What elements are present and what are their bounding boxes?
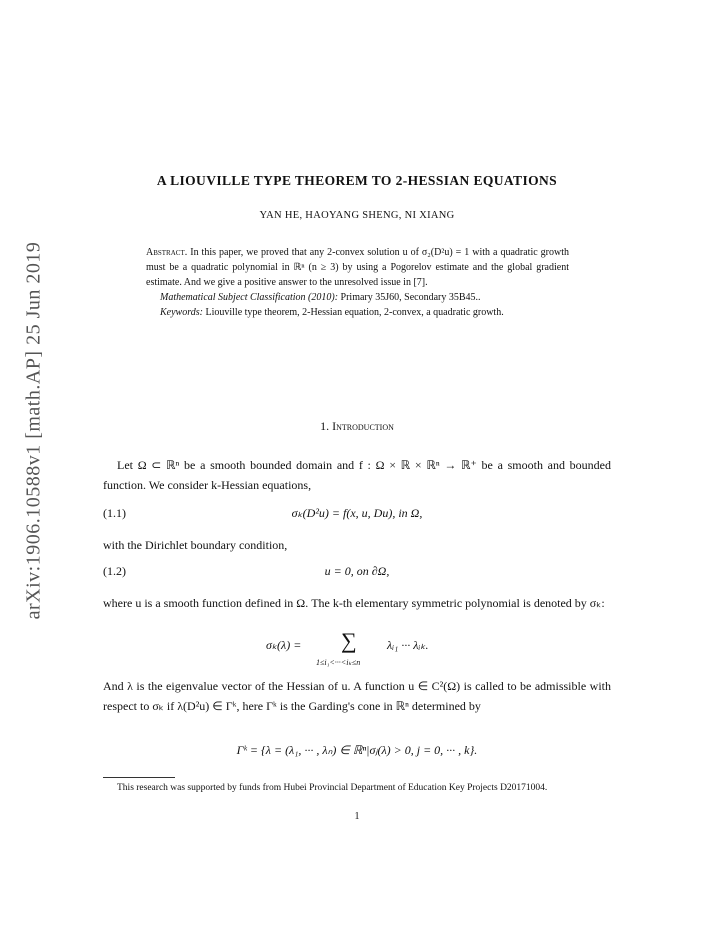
equation-1-2 [103, 564, 611, 584]
abstract-block [146, 245, 569, 320]
section-heading [103, 419, 611, 434]
summation-index: 1≤i₁<···<iₖ≤n [316, 658, 361, 667]
equation-body: Γᵏ = {λ = (λ₁, ··· , λₙ) ∈ ℝⁿ|σⱼ(λ) > 0, j = 0, ··· , k}. [236, 743, 478, 757]
paragraph-3: where u is a smooth function defined in Ω. The k-th elementary symmetric polynomial is denoted by σₖ: [103, 596, 605, 610]
footnote: This research was supported by funds from Hubei Provincial Department of Education Key Projects D20171004. [117, 783, 548, 793]
sum-lhs: σₖ(λ) = [266, 638, 302, 652]
msc-text: Primary 35J60, Secondary 35B45.. [340, 292, 481, 303]
equation-garding-cone [103, 743, 611, 763]
equation-number: (1.1) [103, 506, 126, 520]
arxiv-sidebar-stamp [14, 210, 54, 650]
msc-label: Mathematical Subject Classification (2010): [160, 292, 339, 303]
equation-1-1 [103, 506, 611, 526]
paper-title: A LIOUVILLE TYPE THEOREM TO 2-HESSIAN EQUATIONS [156, 173, 558, 188]
keywords-text: Liouville type theorem, 2-Hessian equation, 2-convex, a quadratic growth. [205, 307, 504, 318]
paper-authors: YAN HE, HAOYANG SHENG, NI XIANG [259, 210, 455, 221]
footnote-rule [103, 777, 175, 778]
section-title: Introduction [332, 419, 394, 433]
equation-body: u = 0, on ∂Ω, [324, 564, 390, 578]
sum-rhs: λᵢ₁ ··· λᵢₖ. [387, 638, 429, 652]
equation-body: σₖ(D²u) = f(x, u, Du), in Ω, [291, 506, 423, 520]
equation-number: (1.2) [103, 564, 126, 578]
arxiv-id-text: arXiv:1906.10588v1 [math.AP] 25 Jun 2019 [22, 241, 45, 619]
paragraph-1: Let Ω ⊂ ℝⁿ be a smooth bounded domain and f : Ω × ℝ × ℝⁿ → ℝ⁺ be a smooth and bounded function. We consider k-Hessian equations, [103, 458, 611, 492]
paragraph-4: And λ is the eigenvalue vector of the Hessian of u. A function u ∈ C²(Ω) is called to be admissible with respect to σₖ if λ(D²u) ∈ Γᵏ, here Γᵏ is the Garding's cone in ℝⁿ determined by [103, 679, 611, 713]
sigma-k-definition [103, 628, 611, 672]
abstract-text: In this paper, we proved that any 2-convex solution u of σ₂(D²u) = 1 with a quadratic growth must be a quadratic polynomial in ℝⁿ (n ≥ 3) by using a Pogorelov estimate and the global gradient estimate. And we give a positive answer to the unresolved issue in [7]. [146, 247, 570, 288]
abstract-label: Abstract. [146, 247, 188, 258]
summation-symbol: ∑ [341, 628, 357, 653]
paragraph-2: with the Dirichlet boundary condition, [103, 538, 288, 552]
keywords-label: Keywords: [160, 307, 203, 318]
page-number: 1 [354, 811, 360, 822]
section-number: 1. [320, 419, 330, 433]
